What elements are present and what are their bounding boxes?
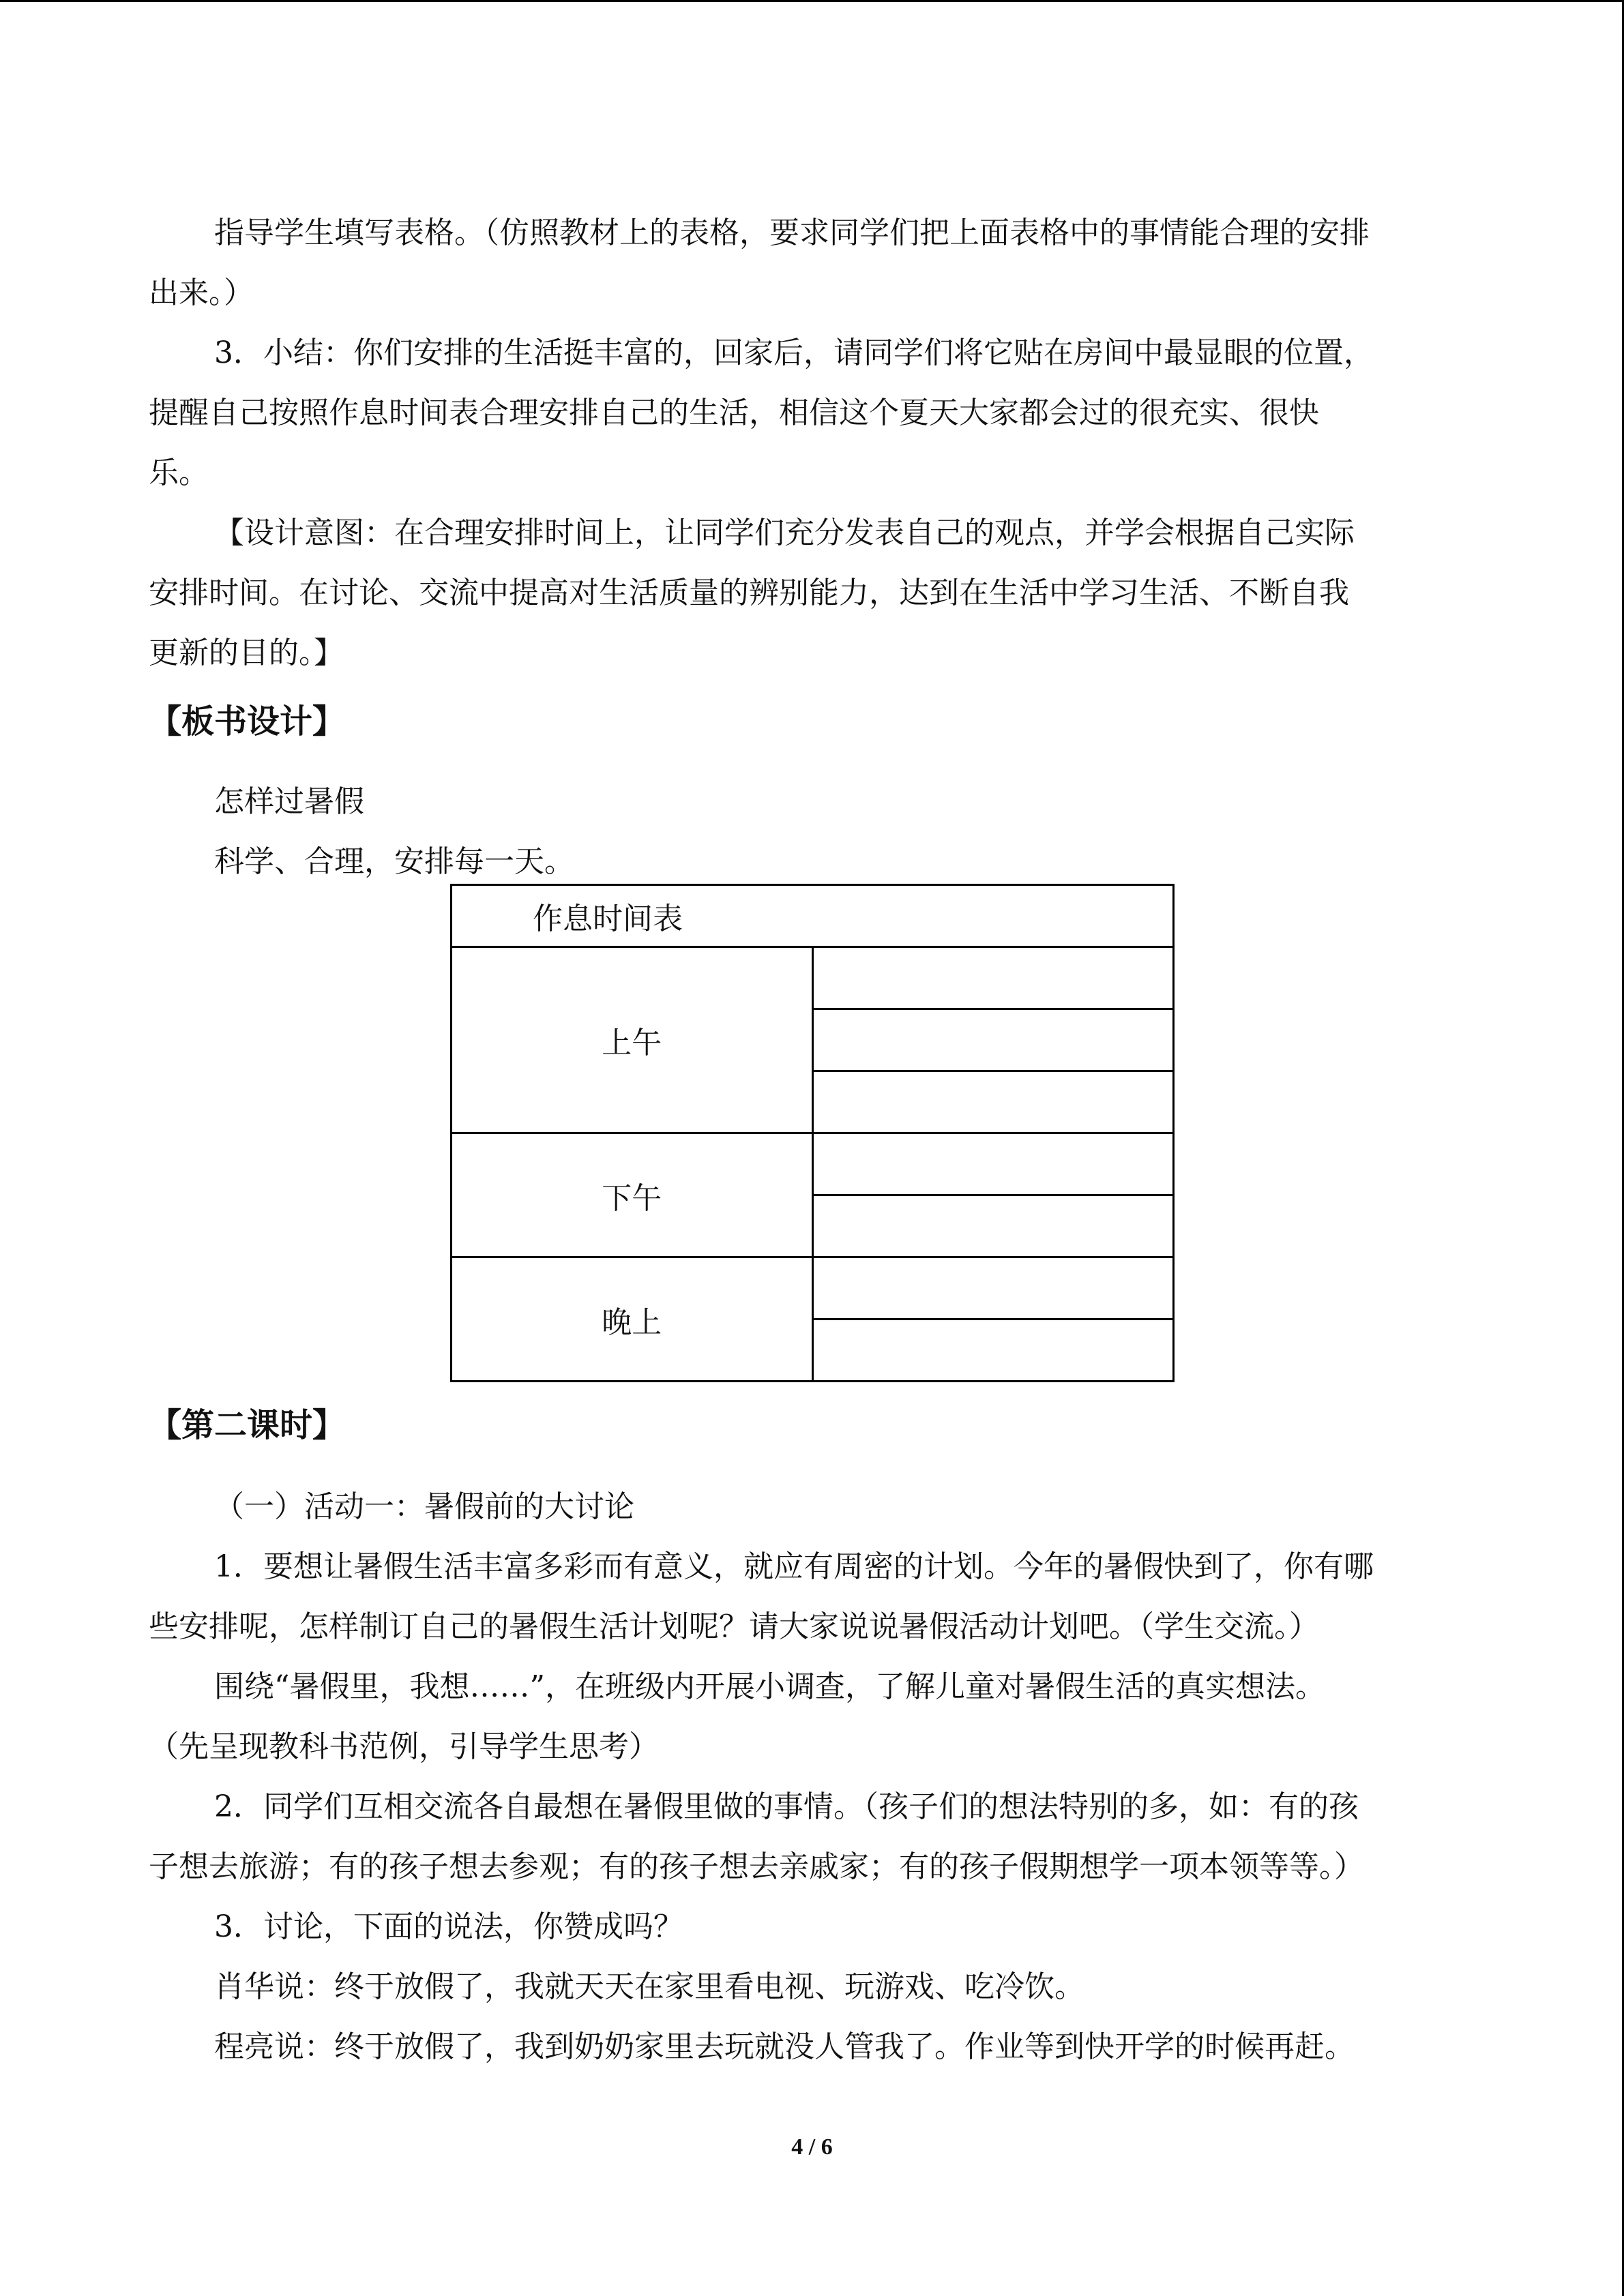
schedule-slot	[812, 1257, 1174, 1320]
schedule-table	[450, 884, 1175, 1382]
lesson2-heading: 【第二课时】	[149, 1406, 346, 1444]
board-line-title: 怎样过暑假	[214, 784, 364, 819]
board-line-subtitle: 科学、合理，安排每一天。	[214, 844, 574, 879]
schedule-title: 作息时间表	[452, 885, 1174, 947]
period-afternoon: 下午	[452, 1133, 813, 1257]
paragraph-line: 围绕“暑假里，我想……”，在班级内开展小调查，了解儿童对暑假生活的真实想法。	[214, 1669, 1325, 1704]
schedule-slot	[812, 1320, 1174, 1382]
paragraph-line: （先呈现教科书范例，引导学生思考）	[149, 1729, 659, 1764]
page-border-top	[0, 0, 1624, 2]
period-morning: 上午	[452, 947, 813, 1133]
paragraph-line: 2．同学们互相交流各自最想在暑假里做的事情。（孩子们的想法特别的多，如：有的孩	[214, 1789, 1359, 1824]
paragraph-line: 提醒自己按照作息时间表合理安排自己的生活，相信这个夏天大家都会过的很充实、很快	[149, 396, 1319, 430]
schedule-slot	[812, 1071, 1174, 1133]
paragraph-line: 出来。）	[149, 275, 254, 310]
paragraph-line: 乐。	[149, 456, 209, 490]
design-intent-line: 安排时间。在讨论、交流中提高对生活质量的辨别能力，达到在生活中学习生活、不断自我	[149, 576, 1349, 610]
paragraph-line: 肖华说：终于放假了，我就天天在家里看电视、玩游戏、吃冷饮。	[214, 1969, 1084, 2004]
board-design-heading: 【板书设计】	[149, 702, 346, 741]
paragraph-line: 1．要想让暑假生活丰富多彩而有意义，就应有周密的计划。今年的暑假快到了，你有哪	[214, 1549, 1374, 1584]
paragraph-line: 子想去旅游；有的孩子想去参观；有的孩子想去亲戚家；有的孩子假期想学一项本领等等。）	[149, 1849, 1364, 1884]
schedule-slot	[812, 1195, 1174, 1257]
schedule-slot	[812, 1133, 1174, 1195]
schedule-slot	[812, 1009, 1174, 1071]
activity-title: （一）活动一：暑假前的大讨论	[214, 1489, 634, 1524]
paragraph-line: 程亮说：终于放假了，我到奶奶家里去玩就没人管我了。作业等到快开学的时候再赶。	[214, 2029, 1355, 2064]
period-evening: 晚上	[452, 1257, 813, 1382]
paragraph-line: 指导学生填写表格。（仿照教材上的表格，要求同学们把上面表格中的事情能合理的安排	[214, 215, 1370, 250]
paragraph-line: 3．小结：你们安排的生活挺丰富的，回家后，请同学们将它贴在房间中最显眼的位置，	[214, 336, 1374, 370]
design-intent-line: 【设计意图：在合理安排时间上，让同学们充分发表自己的观点，并学会根据自己实际	[214, 516, 1355, 550]
schedule-slot	[812, 947, 1174, 1009]
paragraph-line: 3．讨论，下面的说法，你赞成吗？	[214, 1909, 683, 1944]
page-number: 4 / 6	[791, 2134, 833, 2160]
design-intent-line: 更新的目的。】	[149, 636, 344, 670]
paragraph-line: 些安排呢，怎样制订自己的暑假生活计划呢？请大家说说暑假活动计划吧。（学生交流。）	[149, 1609, 1319, 1644]
